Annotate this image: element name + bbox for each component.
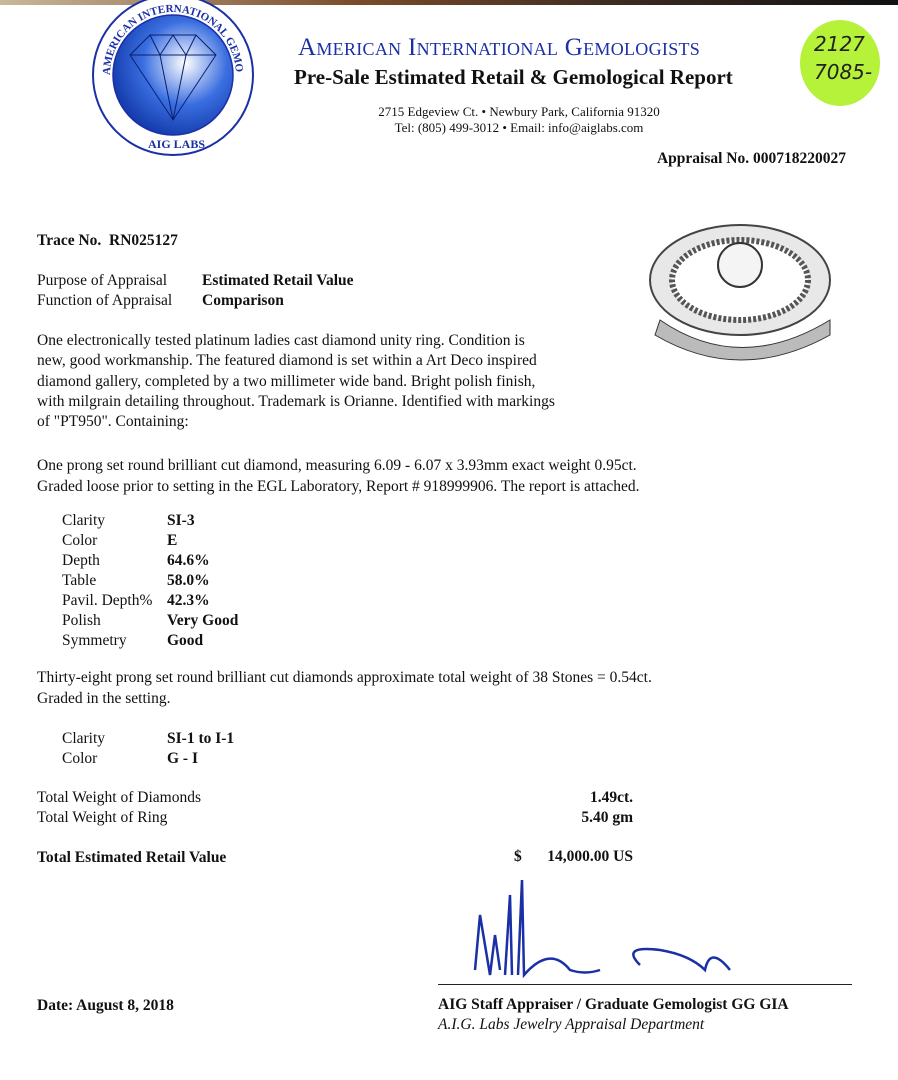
grade-value: 58.0% — [167, 572, 210, 589]
function-value: Comparison — [202, 292, 284, 309]
grade-label: Color — [62, 532, 98, 549]
description-line: new, good workmanship. The featured diamond is set within a Art Deco inspired — [37, 352, 537, 370]
sticker-number-2: 7085- — [814, 60, 873, 84]
description-line: One electronically tested platinum ladies cast diamond unity ring. Condition is — [37, 332, 525, 349]
aig-logo-seal — [90, 0, 260, 160]
svg-text:AIG LABS: AIG LABS — [148, 137, 206, 151]
purpose-label: Purpose of Appraisal — [37, 272, 168, 289]
total-ring-weight-label: Total Weight of Ring — [37, 809, 168, 826]
description-line: One prong set round brilliant cut diamond, measuring 6.09 - 6.07 x 3.93mm exact weight 0.95ct. — [37, 457, 637, 474]
description-line: Thirty-eight prong set round brilliant cut diamonds approximate total weight of 38 Stones = 0.54ct. — [37, 669, 652, 686]
address: 2715 Edgeview Ct. • Newbury Park, California 91320 — [378, 104, 660, 119]
sticker-number-1: 2127 — [814, 32, 865, 56]
appraiser-signature — [460, 875, 760, 985]
grade-value: SI-1 to I-1 — [167, 730, 235, 747]
center-stone-description — [37, 456, 639, 497]
grade-label: Polish — [62, 612, 101, 629]
description-line: of "PT950". Containing: — [37, 413, 189, 431]
side-stones-description — [37, 668, 652, 709]
ring-photo — [640, 210, 840, 380]
svg-text:AMERICAN INTERNATIONAL GEMOLOG: AMERICAN INTERNATIONAL GEMO — [100, 2, 246, 76]
grade-label: Color — [62, 750, 98, 767]
grade-value: SI-3 — [167, 512, 195, 529]
grade-label: Depth — [62, 552, 100, 569]
currency-symbol: $ — [514, 848, 522, 865]
grade-label: Clarity — [62, 730, 106, 747]
description-line: with milgrain detailing throughout. Trademark is Orianne. Identified with markings — [37, 392, 555, 410]
retail-value: 14,000.00 US — [547, 848, 633, 865]
total-diamond-weight-value: 1.49ct. — [589, 789, 633, 806]
purpose-value: Estimated Retail Value — [202, 272, 354, 289]
signer-title: AIG Staff Appraiser / Graduate Gemologist GG GIA — [438, 996, 789, 1013]
contact: Tel: (805) 499-3012 • Email: info@aiglabs.com — [394, 120, 644, 135]
department: A.I.G. Labs Jewelry Appraisal Department — [438, 1016, 705, 1033]
grade-value: Very Good — [167, 612, 239, 629]
description — [37, 331, 555, 432]
appraisal-number: Appraisal No. 000718220027 — [656, 150, 846, 167]
description-line: diamond gallery, completed by a two millimeter wide band. Bright polish finish, — [37, 372, 536, 390]
trace-value: RN025127 — [109, 232, 178, 249]
total-ring-weight-value: 5.40 gm — [581, 809, 633, 826]
org-name: American International Gemologists — [298, 34, 701, 61]
description-line: Graded loose prior to setting in the EGL Laboratory, Report # 918999906. The report is attached. — [37, 477, 640, 495]
grade-label: Pavil. Depth% — [62, 592, 153, 609]
report-title: Pre-Sale Estimated Retail & Gemological Report — [294, 65, 733, 89]
grade-value: 42.3% — [167, 592, 210, 609]
trace-label: Trace No. — [37, 232, 102, 249]
total-diamond-weight-label: Total Weight of Diamonds — [37, 789, 201, 806]
retail-value-label: Total Estimated Retail Value — [37, 849, 227, 866]
grade-label: Clarity — [62, 512, 106, 529]
grade-value: 64.6% — [167, 552, 210, 569]
report-date: Date: August 8, 2018 — [37, 997, 174, 1014]
inventory-sticker — [800, 20, 880, 106]
description-line: Graded in the setting. — [37, 689, 171, 707]
function-label: Function of Appraisal — [37, 292, 173, 309]
grade-value: E — [167, 532, 178, 549]
signature-line — [438, 984, 852, 985]
grade-label: Table — [62, 572, 97, 589]
grade-value: G - I — [167, 750, 198, 767]
grade-value: Good — [167, 632, 204, 649]
grade-label: Symmetry — [62, 632, 127, 649]
